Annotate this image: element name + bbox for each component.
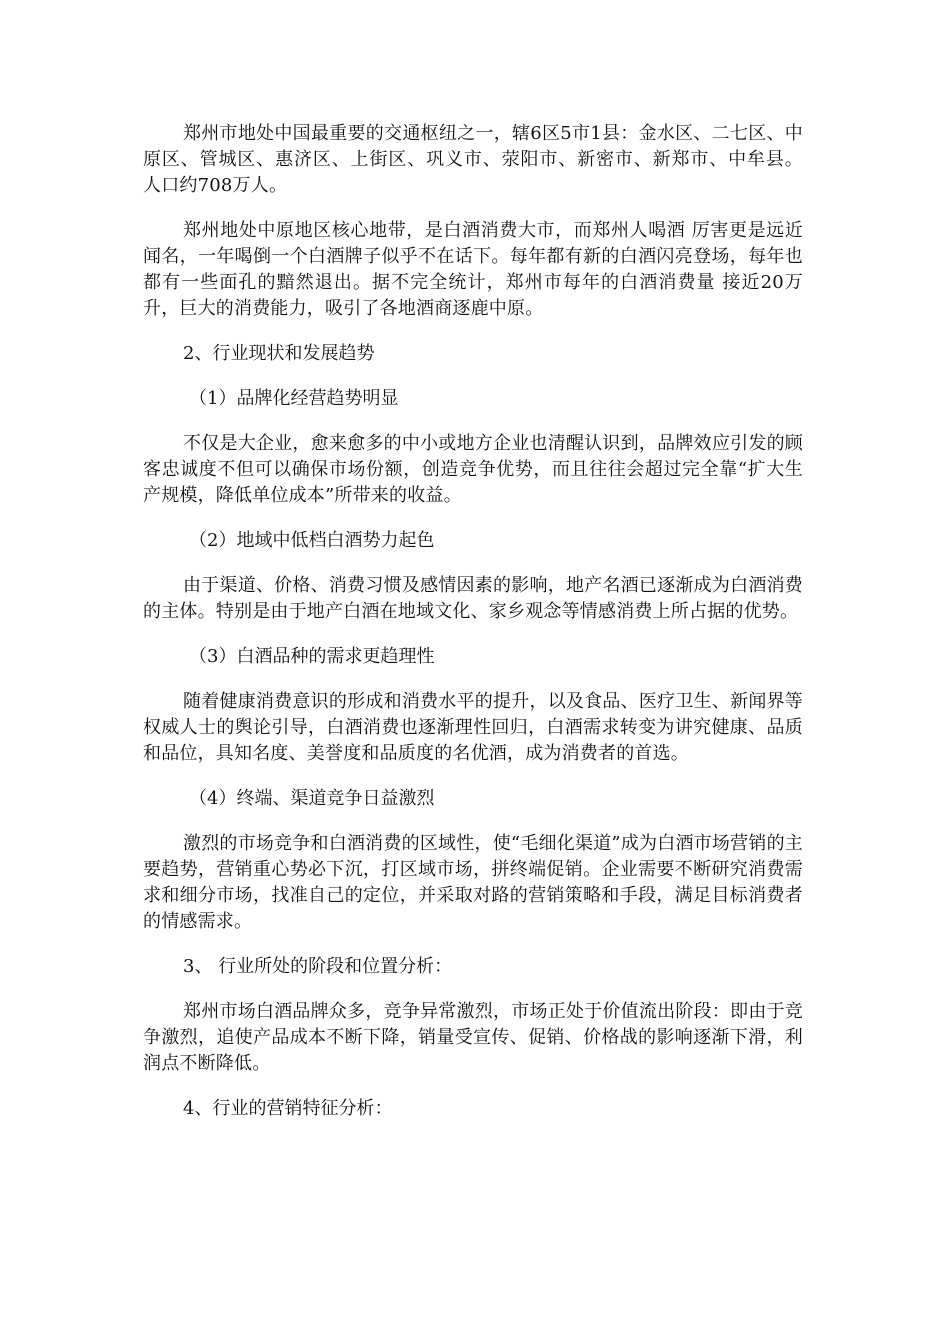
paragraph-zhengzhou-overview: 郑州市地处中国最重要的交通枢纽之一，辖6区5市1县：金水区、二七区、中原区、管城区、惠济区、上街区、巩义市、荥阳市、新密市、新郑市、中牟县。 人口约708万人。 — [143, 123, 803, 196]
paragraph-regional-liquor: 由于渠道、价格、消费习惯及感情因素的影响，地产名酒已逐渐成为白酒消费的主体。特别是由于地产白酒在地域文化、家乡观念等情感消费上所占据的优势。 — [143, 575, 803, 622]
paragraph-industry-stage: 郑州市场白酒品牌众多，竞争异常激烈，市场正处于价值流出阶段：即由于竞争激烈，追使产品成本不断下降，销量受宣传、促销、价格战的影响逐渐下滑，利润点不断降低。 — [143, 1001, 803, 1074]
subheading-branding-trend: （1）品牌化经营趋势明显 — [189, 388, 399, 409]
subheading-regional-liquor: （2）地域中低档白酒势力起色 — [189, 530, 435, 551]
paragraph-liquor-consumption: 郑州地处中原地区核心地带，是白酒消费大市，而郑州人喝酒 厉害更是远近闻名，一年喝倒一个白酒牌子似乎不在话下。每年都有新的白酒闪亮登场，每年也都有一些面孔的黯然退出。据不完全统计，郑州市每年的白酒消费量 接近20万升，巨大的消费能力，吸引了各地酒商逐鹿中原。 — [143, 220, 803, 319]
subheading-rational-demand: （3）白酒品种的需求更趋理性 — [189, 646, 435, 667]
section-heading-industry-stage: 3、 行业所处的阶段和位置分析： — [183, 956, 453, 977]
paragraph-channel-competition: 激烈的市场竞争和白酒消费的区域性，使“毛细化渠道”成为白酒市场营销的主要趋势，营销重心势必下沉，打区域市场，拼终端促销。企业需要不断研究消费需求和细分市场，找准自己的定位，并采取对路的营销策略和手段，满足目标消费者的情感需求。 — [143, 833, 803, 932]
subheading-channel-competition: （4）终端、渠道竞争日益激烈 — [189, 788, 435, 809]
section-heading-industry-status: 2、行业现状和发展趋势 — [183, 343, 375, 364]
document-body — [143, 121, 803, 1141]
section-heading-marketing-features: 4、行业的营销特征分析： — [183, 1098, 393, 1119]
paragraph-branding: 不仅是大企业，愈来愈多的中小或地方企业也清醒认识到，品牌效应引发的顾客忠诚度不但可以确保市场份额，创造竞争优势，而且往往会超过完全靠“扩大生产规模，降低单位成本”所带来的收益。 — [143, 433, 803, 506]
paragraph-rational-demand: 随着健康消费意识的形成和消费水平的提升，以及食品、医疗卫生、新闻界等权威人士的舆论引导，白酒消费也逐渐理性回归，白酒需求转变为讲究健康、品质和品位，具知名度、美誉度和品质度的名优酒，成为消费者的首选。 — [143, 691, 803, 764]
